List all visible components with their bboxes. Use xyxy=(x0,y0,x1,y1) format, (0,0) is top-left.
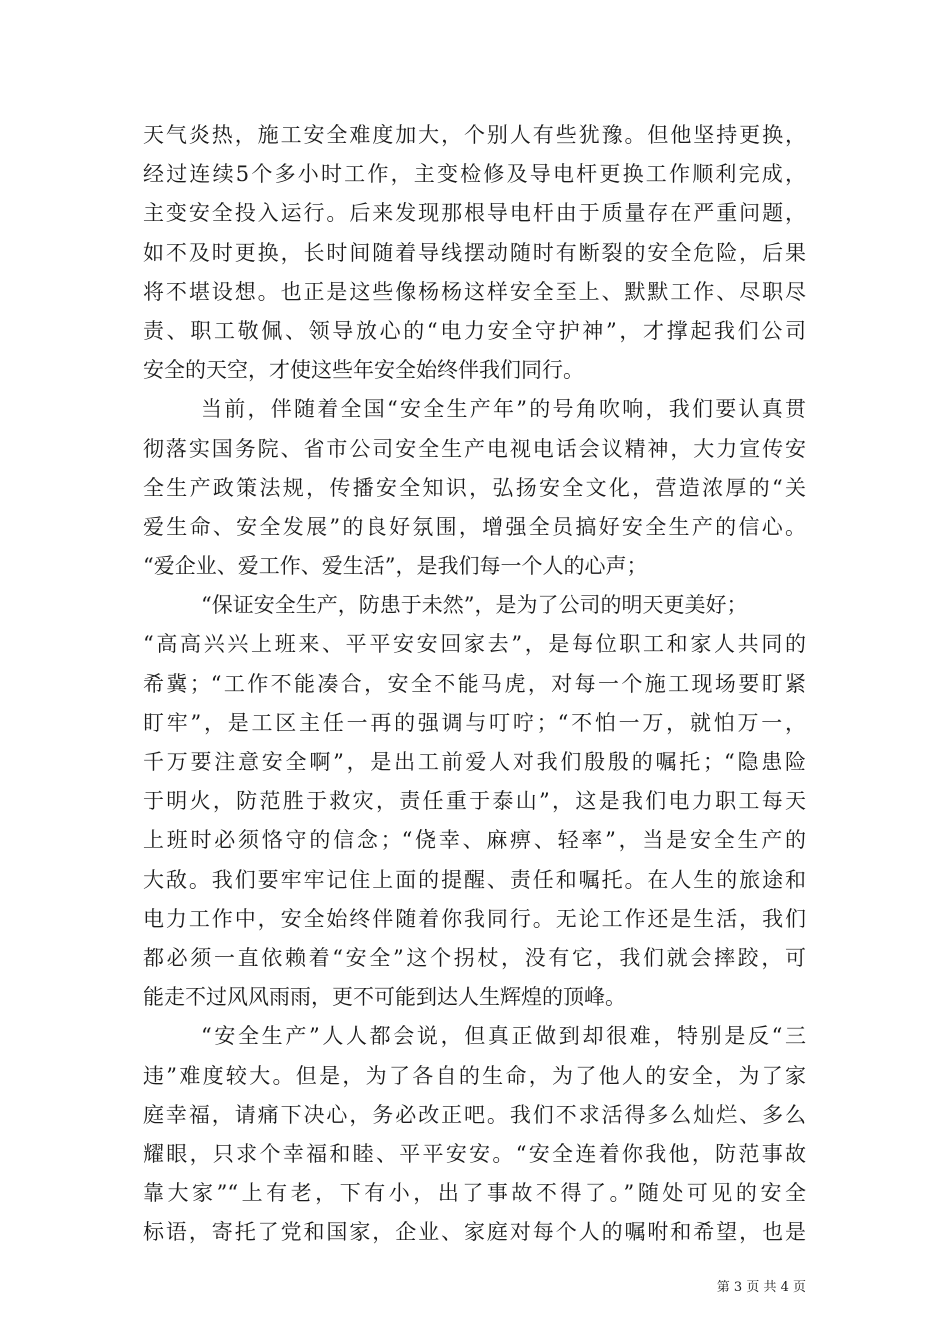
text-line: 天气炎热，施工安全难度加大，个别人有些犹豫。但他坚持更换， xyxy=(143,123,806,147)
paragraph-4 xyxy=(143,1017,806,1252)
text-line: 彻落实国务院、省市公司安全生产电视电话会议精神，大力宣传安 xyxy=(143,436,806,461)
text-line: 大敌。我们要牢牢记住上面的提醒、责任和嘱托。在人生的旅途和 xyxy=(143,867,806,892)
text-line: 盯牢”，是工区主任一再的强调与叮咛；“不怕一万，就怕万一， xyxy=(143,710,806,735)
text-line: “爱企业、爱工作、爱生活”，是我们每一个人的心声； xyxy=(143,554,648,579)
text-line: “安全生产”人人都会说，但真正做到却很难，特别是反“三 xyxy=(201,1024,806,1049)
text-line: 于明火，防范胜于救灾，责任重于泰山”，这是我们电力职工每天 xyxy=(143,789,806,814)
text-line: “高高兴兴上班来、平平安安回家去”，是每位职工和家人共同的 xyxy=(143,632,806,657)
text-line: 全生产政策法规，传播安全知识，弘扬安全文化，营造浓厚的“关 xyxy=(143,475,806,500)
text-line: 耀眼，只求个幸福和睦、平平安安。“安全连着你我他，防范事故 xyxy=(143,1141,806,1166)
text-line: “保证安全生产，防患于未然”，是为了公司的明天更美好； xyxy=(201,593,748,618)
paragraph-3 xyxy=(143,586,806,1017)
text-line: 如不及时更换，长时间随着导线摆动随时有断裂的安全危险，后果 xyxy=(143,240,806,265)
text-line: 责、职工敬佩、领导放心的“电力安全守护神”，才撑起我们公司 xyxy=(143,318,806,343)
text-line: 主变安全投入运行。后来发现那根导电杆由于质量存在严重问题， xyxy=(143,201,806,226)
document-body xyxy=(143,116,806,1252)
text-line: 当前，伴随着全国“安全生产年”的号角吹响，我们要认真贯 xyxy=(201,397,806,422)
text-line: 能走不过风风雨雨，更不可能到达人生辉煌的顶峰。 xyxy=(143,985,626,1010)
text-line: 都必须一直依赖着“安全”这个拐杖，没有它，我们就会摔跤，可 xyxy=(143,945,806,970)
text-line: 靠大家”“上有老，下有小，出了事故不得了。”随处可见的安全 xyxy=(143,1181,806,1206)
text-line: 庭幸福，请痛下决心，务必改正吧。我们不求活得多么灿烂、多么 xyxy=(143,1102,806,1127)
text-line: 千万要注意安全啊”，是出工前爱人对我们殷殷的嘱托；“隐患险 xyxy=(143,750,806,774)
paragraph-1 xyxy=(143,116,806,390)
text-line: 上班时必须恪守的信念；“侥幸、麻痹、轻率”，当是安全生产的 xyxy=(143,828,806,853)
text-line: 违”难度较大。但是，为了各自的生命，为了他人的安全，为了家 xyxy=(143,1063,806,1088)
text-line: 将不堪设想。也正是这些像杨杨这样安全至上、默默工作、尽职尽 xyxy=(143,279,806,304)
text-line: 安全的天空，才使这些年安全始终伴我们同行。 xyxy=(143,358,584,383)
page-number: 第 3 页 共 4 页 xyxy=(716,1280,806,1295)
text-line: 希冀；“工作不能凑合，安全不能马虎，对每一个施工现场要盯紧 xyxy=(143,671,806,696)
text-line: 爱生命、安全发展”的良好氛围，增强全员搞好安全生产的信心。 xyxy=(143,514,806,539)
text-line: 经过连续5个多小时工作，主变检修及导电杆更换工作顺利完成， xyxy=(143,162,806,187)
paragraph-2 xyxy=(143,390,806,586)
text-line: 电力工作中，安全始终伴随着你我同行。无论工作还是生活，我们 xyxy=(143,906,806,931)
text-line: 标语，寄托了党和国家，企业、家庭对每个人的嘱咐和希望，也是 xyxy=(143,1220,806,1245)
